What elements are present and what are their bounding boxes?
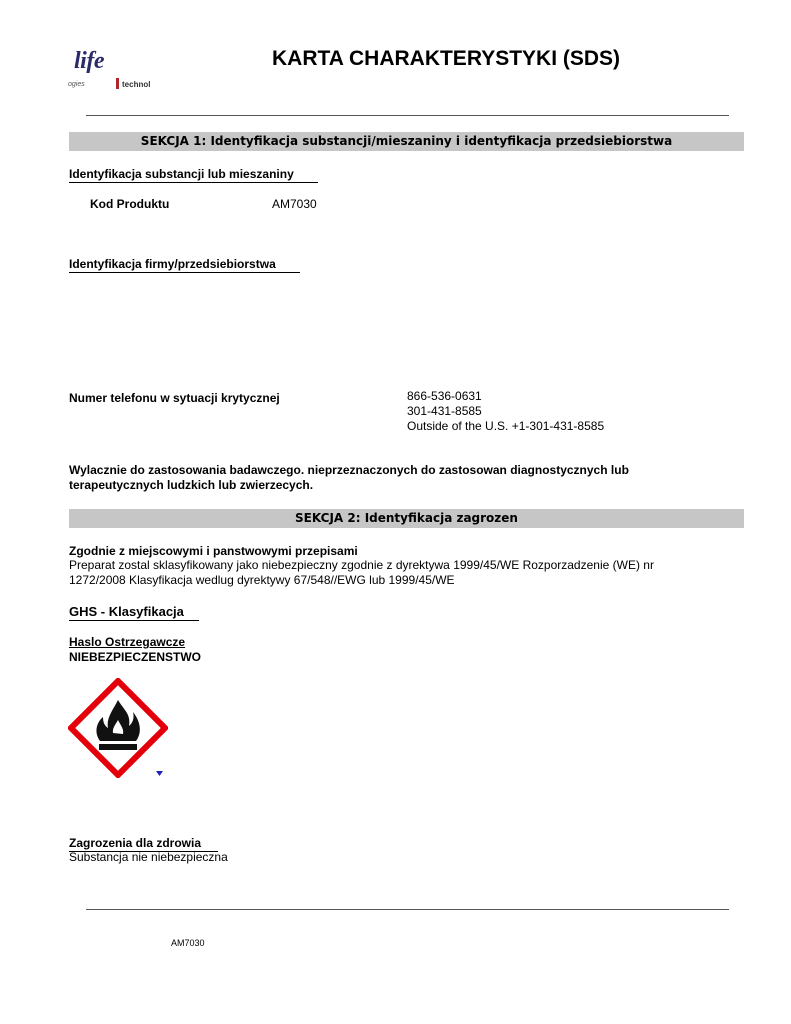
section-2-heading: SEKCJA 2: Identyfikacja zagrozen: [69, 509, 744, 528]
research-note-line-1: Wylacznie do zastosowania badawczego. nieprzeznaczonych do zastosowan diagnostycznych lub: [69, 463, 629, 477]
dropdown-marker-icon: [156, 771, 163, 776]
substance-id-label: Identyfikacja substancji lub mieszaniny: [69, 167, 294, 181]
regulations-line-1: Preparat zostal sklasyfikowany jako niebezpieczny zgodnie z dyrektywa 1999/45/WE Rozporzadzenie (WE) nr: [69, 558, 654, 572]
logo-mark: [116, 78, 119, 89]
signal-word-label: Haslo Ostrzegawcze: [69, 635, 186, 649]
ghs-classification-label: GHS - Klasyfikacja: [69, 604, 184, 619]
document-title: KARTA CHARAKTERYSTYKI (SDS): [272, 47, 621, 70]
signal-word-value: NIEBEZPIECZENSTWO: [69, 650, 202, 664]
health-hazards-label: Zagrozenia dla zdrowia: [69, 836, 202, 850]
footer-rule: [86, 909, 729, 910]
ghs-flame-icon: [68, 678, 168, 778]
company-id-label: Identyfikacja firmy/przedsiebiorstwa: [69, 257, 276, 271]
company-logo: [66, 48, 166, 96]
footer-product-code: AM7030: [171, 938, 205, 948]
regulations-text: [69, 558, 654, 588]
logo-fragment-left: ogies: [68, 81, 85, 88]
emergency-phone-1: 866-536-0631: [407, 389, 482, 403]
substance-id-underline: [69, 182, 318, 183]
ghs-underline: [69, 620, 199, 621]
header-rule: [86, 115, 729, 116]
section-1-heading: SEKCJA 1: Identyfikacja substancji/mieszaniny i identyfikacja przedsiebiorstwa: [69, 132, 744, 151]
emergency-phone-list: [407, 389, 604, 434]
research-note-line-2: terapeutycznych ludzkich lub zwierzecych.: [69, 478, 314, 492]
research-use-note: [69, 463, 629, 493]
health-hazards-value: Substancja nie niebezpieczna: [69, 850, 228, 864]
emergency-phone-3: Outside of the U.S. +1-301-431-8585: [407, 419, 605, 433]
product-code-value: AM7030: [272, 197, 317, 211]
logo-wordmark: life: [74, 48, 104, 74]
logo-fragment-right: technol: [122, 80, 151, 89]
company-id-underline: [69, 272, 300, 273]
emergency-phone-label: Numer telefonu w sytuacji krytycznej: [69, 391, 280, 405]
emergency-phone-2: 301-431-8585: [407, 404, 482, 418]
product-code-label: Kod Produktu: [90, 197, 170, 211]
regulations-label: Zgodnie z miejscowymi i panstwowymi przepisami: [69, 544, 358, 558]
regulations-line-2: 1272/2008 Klasyfikacja wedlug dyrektywy 67/548//EWG lub 1999/45/WE: [69, 573, 455, 587]
